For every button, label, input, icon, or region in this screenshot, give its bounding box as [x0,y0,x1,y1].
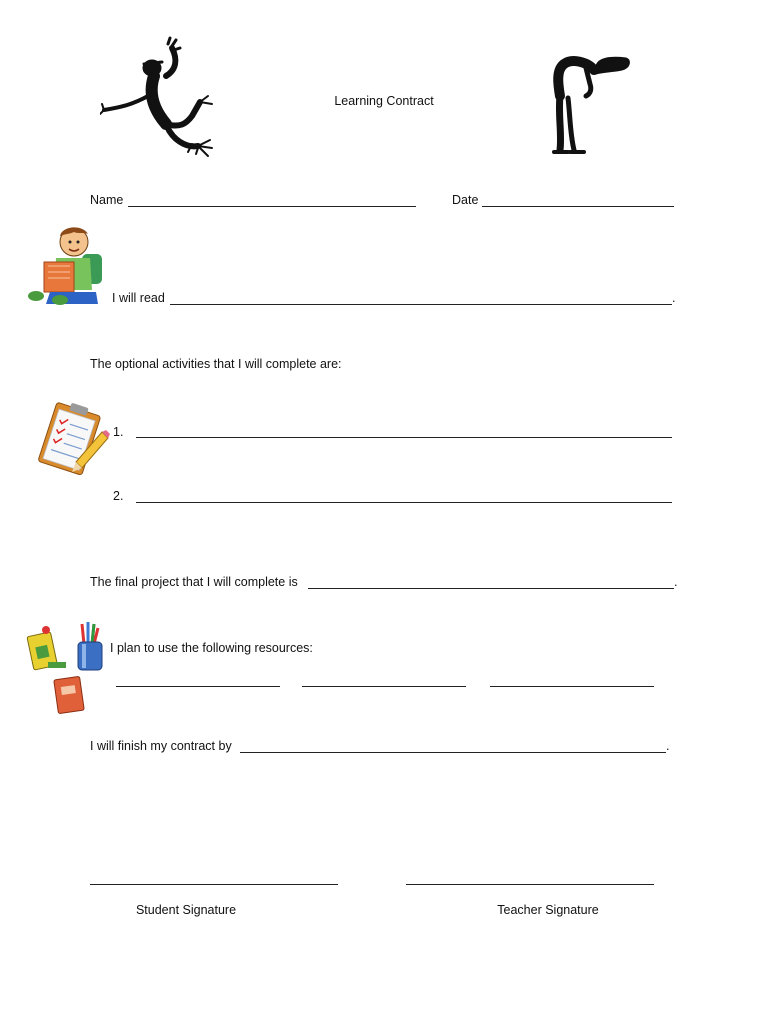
boy-reading-clipart [26,224,106,308]
finish-label: I will finish my contract by [90,739,232,753]
optional-item-2-number: 2. [113,489,124,503]
final-project-label: The final project that I will complete is [90,575,298,589]
teacher-signature-label: Teacher Signature [497,903,599,917]
teacher-signature-line[interactable] [406,884,654,885]
resource-line-2[interactable] [302,686,466,687]
resource-line-3[interactable] [490,686,654,687]
student-signature-label: Student Signature [135,903,237,917]
final-project-line[interactable] [308,588,674,589]
optional-item-1-line[interactable] [136,437,672,438]
date-label: Date [452,193,479,207]
read-label: I will read [112,291,165,305]
student-signature-line[interactable] [90,884,338,885]
finish-period: . [666,739,670,753]
name-label: Name [90,193,124,207]
read-period: . [672,291,676,305]
read-field-line[interactable] [170,304,672,305]
optional-activities-heading: The optional activities that I will complete are: [90,357,342,371]
final-project-period: . [674,575,678,589]
finish-date-line[interactable] [240,752,666,753]
optional-item-2-line[interactable] [136,502,672,503]
bending-figure-clipart [548,54,633,158]
school-supplies-clipart [26,620,112,716]
date-field-line[interactable] [482,206,674,207]
clipboard-checklist-clipart [30,400,110,480]
resources-label: I plan to use the following resources: [110,641,313,655]
page-title: Learning Contract [334,94,434,108]
optional-item-1-number: 1. [113,425,124,439]
resource-line-1[interactable] [116,686,280,687]
name-field-line[interactable] [128,206,416,207]
